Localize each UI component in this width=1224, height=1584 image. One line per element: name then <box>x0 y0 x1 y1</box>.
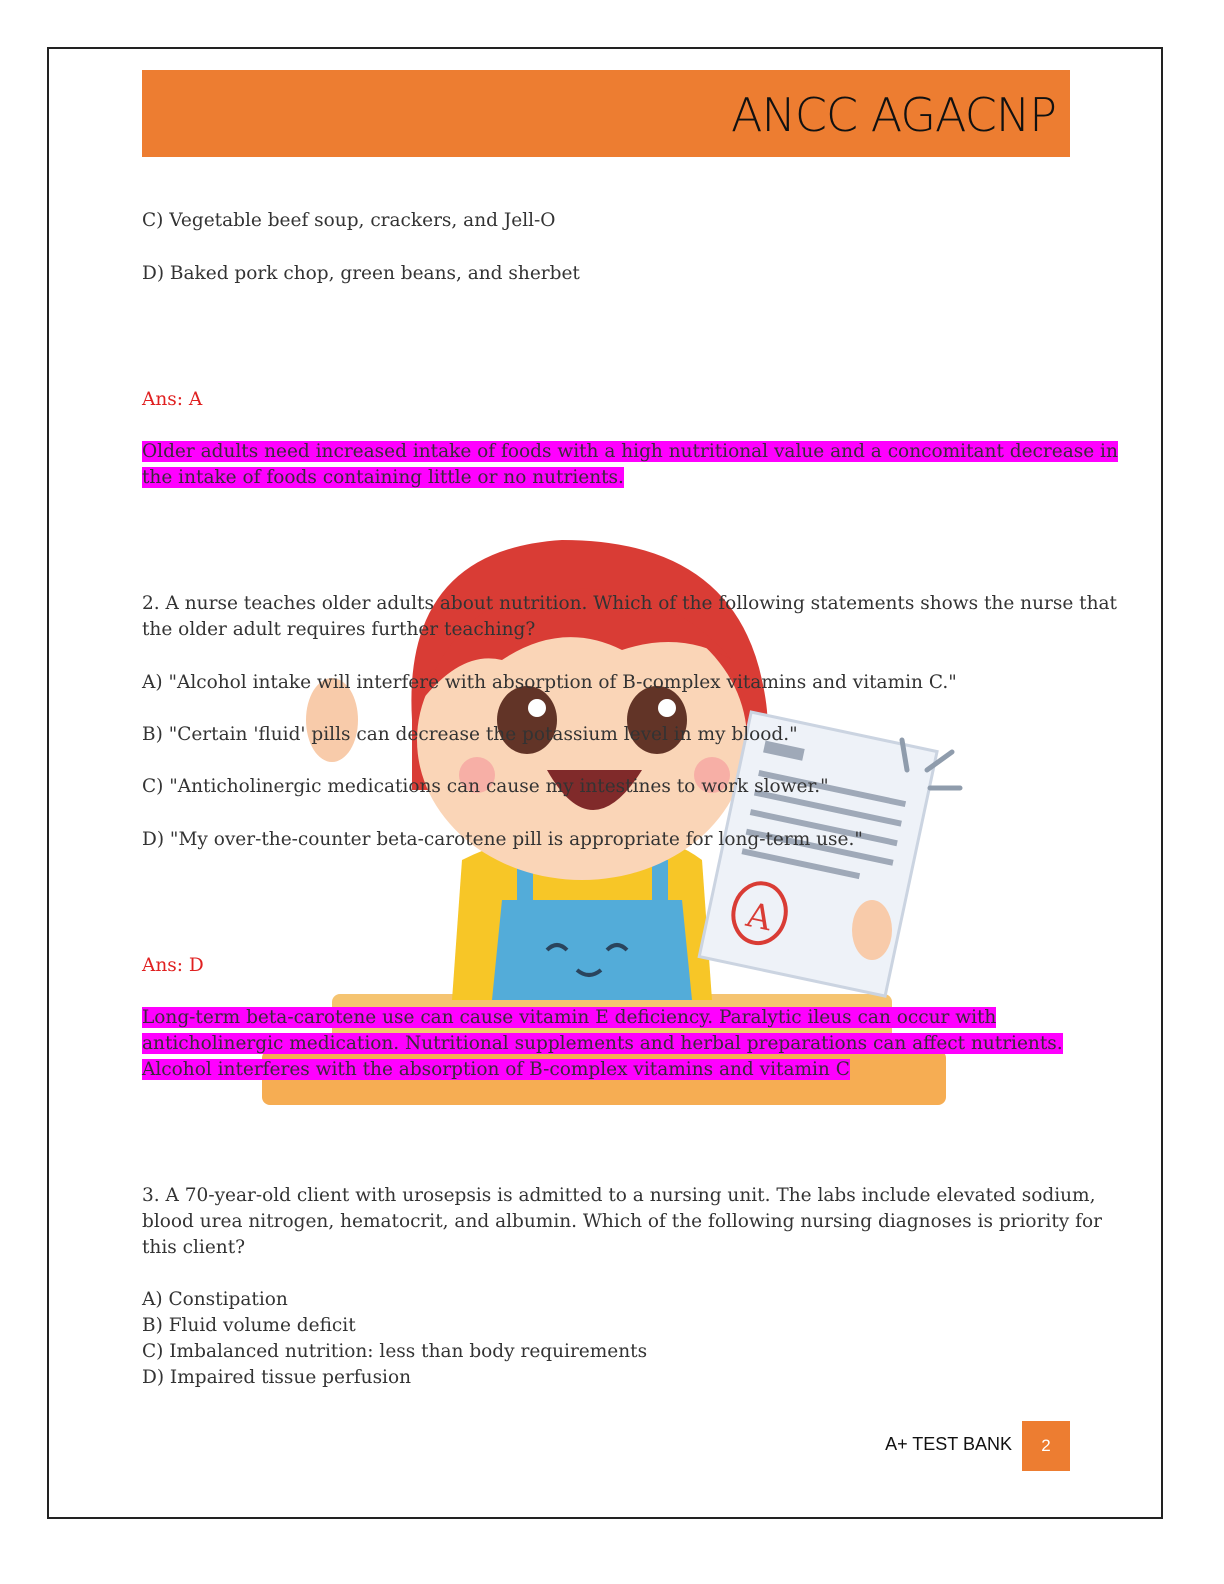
q2-question-line-2: the older adult requires further teaching? <box>142 619 536 640</box>
page-number: 2 <box>1041 1436 1051 1455</box>
q2-rationale-line-2: anticholinergic medication. Nutritional supplements and herbal preparations can affect nutrients. <box>142 1033 1063 1054</box>
q2-rationale-line-3: Alcohol interferes with the absorption of B-complex vitamins and vitamin C <box>142 1059 850 1080</box>
header-banner <box>142 70 1070 157</box>
q2-rationale-line-1: Long-term beta-carotene use can cause vitamin E deficiency. Paralytic ileus can occur with <box>142 1007 997 1028</box>
q1-option-c: C) Vegetable beef soup, crackers, and Jell-O <box>142 210 556 231</box>
footer-label: A+ TEST BANK <box>885 1434 1012 1454</box>
q2-option-b: B) "Certain 'fluid' pills can decrease the potassium level in my blood." <box>142 724 798 745</box>
q2-option-d: D) "My over-the-counter beta-carotene pill is appropriate for long-term use." <box>142 829 863 850</box>
q2-option-a: A) "Alcohol intake will interfere with absorption of B-complex vitamins and vitamin C." <box>142 672 957 693</box>
q3-option-b: B) Fluid volume deficit <box>142 1315 356 1336</box>
header-title: ANCC AGACNP <box>731 88 1056 142</box>
q3-option-a: A) Constipation <box>142 1289 288 1310</box>
q3-question-line-3: this client? <box>142 1237 246 1258</box>
q3-question-line-1: 3. A 70-year-old client with urosepsis is admitted to a nursing unit. The labs include elevated sodium, <box>142 1185 1096 1206</box>
q2-answer: Ans: D <box>142 955 204 976</box>
q1-answer: Ans: A <box>142 389 203 410</box>
q1-rationale-line-1: Older adults need increased intake of foods with a high nutritional value and a concomitant decrease in <box>142 441 1118 462</box>
q2-question-line-1: 2. A nurse teaches older adults about nutrition. Which of the following statements shows the nurse that <box>142 593 1117 614</box>
q2-option-c: C) "Anticholinergic medications can cause my intestines to work slower." <box>142 776 829 797</box>
q1-rationale-line-2: the intake of foods containing little or no nutrients. <box>142 467 624 488</box>
q1-option-d: D) Baked pork chop, green beans, and sherbet <box>142 263 580 284</box>
q3-question-line-2: blood urea nitrogen, hematocrit, and albumin. Which of the following nursing diagnoses is priority for <box>142 1211 1102 1232</box>
page-number-box <box>1022 1421 1070 1471</box>
q3-option-c: C) Imbalanced nutrition: less than body requirements <box>142 1341 648 1362</box>
q3-option-d: D) Impaired tissue perfusion <box>142 1367 412 1388</box>
svg-text:A: A <box>742 895 776 940</box>
